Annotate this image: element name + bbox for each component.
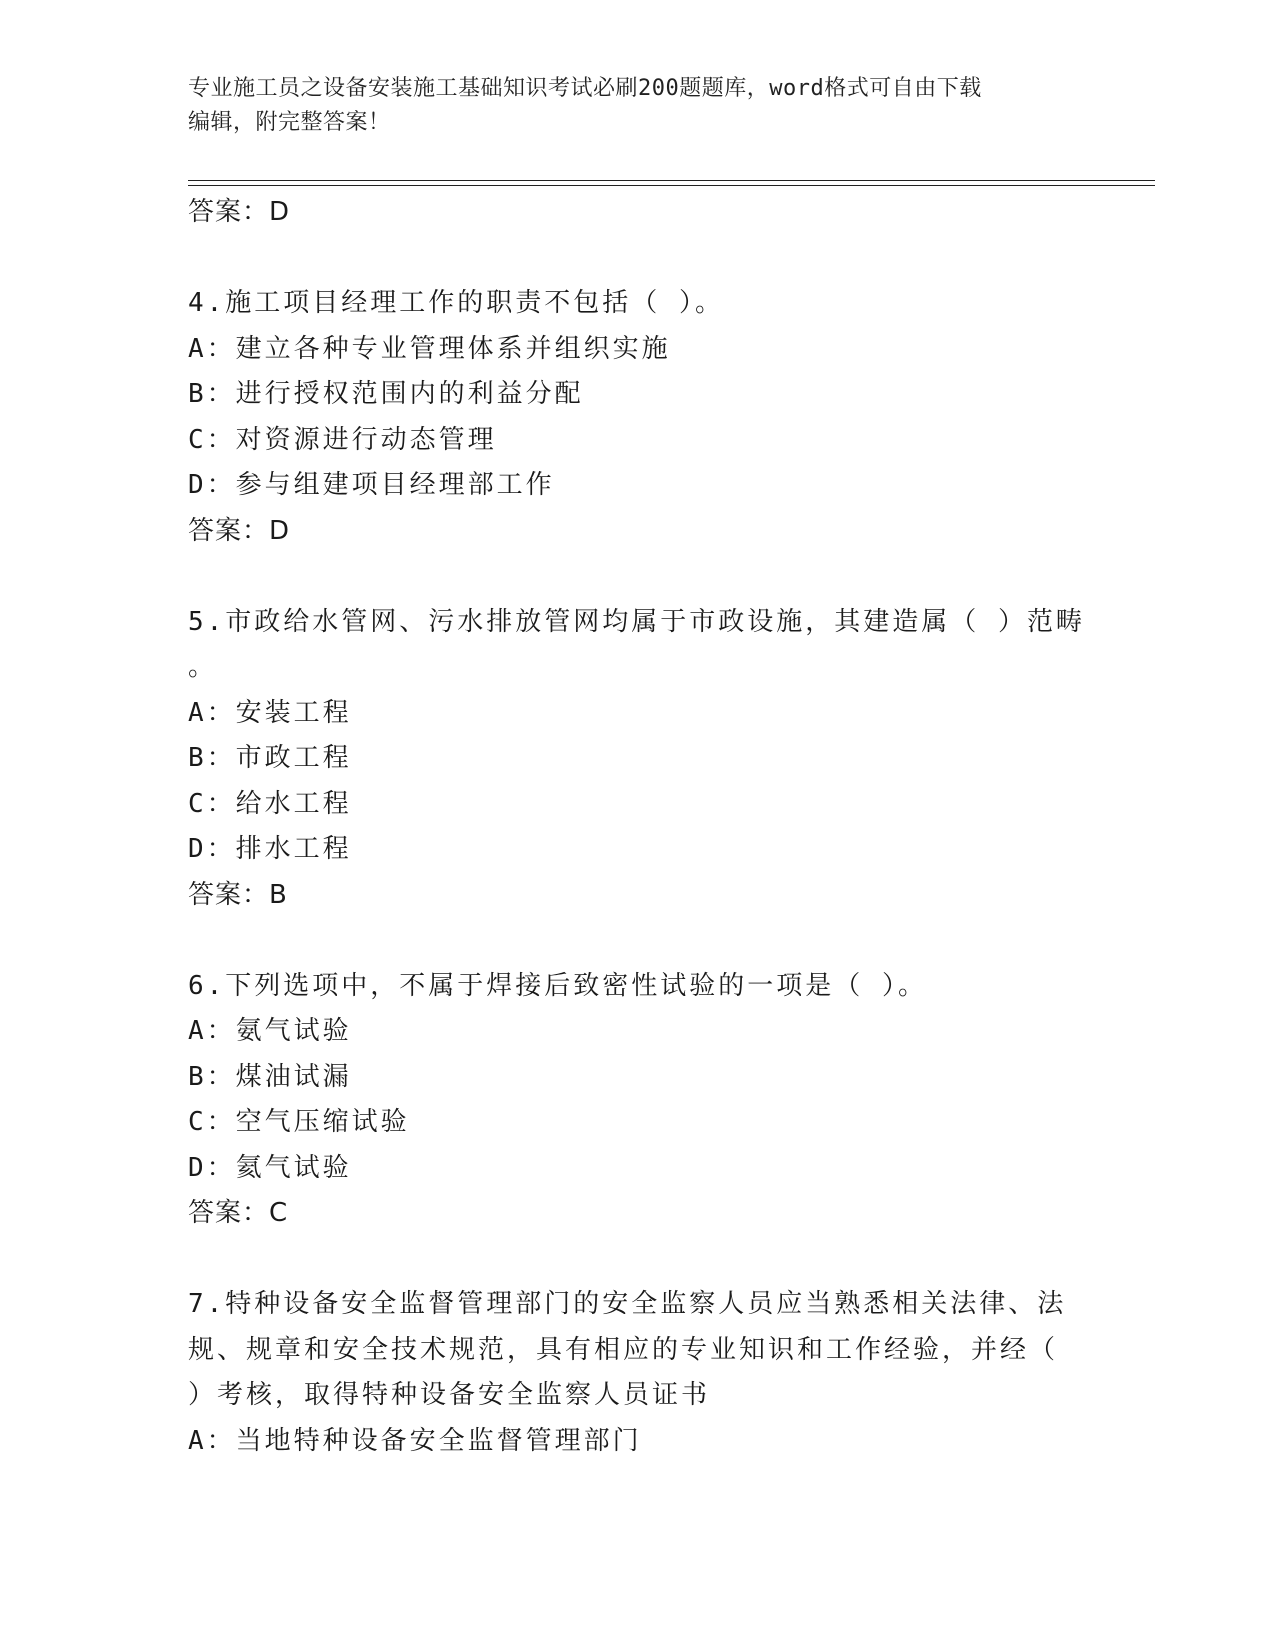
option-d: D：氦气试验 [188,1152,352,1183]
option-a: A：氨气试验 [188,1016,352,1046]
option-d: D：参与组建项目经理部工作 [188,470,555,500]
header-divider-bottom [188,185,1155,186]
header-divider-top [188,180,1155,181]
answer-line: 答案：B [188,879,288,910]
option-c: C：空气压缩试验 [188,1107,410,1137]
question-list [188,190,1088,1464]
spacer [188,554,1088,600]
answer-line: 答案：C [188,1198,289,1228]
header-line-2: 编辑，附完整答案！ [188,110,391,135]
header-line-1: 专业施工员之设备安装施工基础知识考试必刷200题题库，word格式可自由下载 [188,76,982,101]
option-c: C：给水工程 [188,788,352,819]
option-b: B：市政工程 [188,743,352,773]
question-stem: 4.施工项目经理工作的职责不包括（ ）。 [188,288,724,318]
question-stem-continued: 。 [188,652,218,682]
option-b: B：进行授权范围内的利益分配 [188,379,584,409]
option-b: B：煤油试漏 [188,1061,352,1092]
question-stem: 5.市政给水管网、污水排放管网均属于市政设施，其建造属（ ）范畴 [188,606,1085,637]
question-stem-continued: ）考核，取得特种设备安全监察人员证书 [188,1380,711,1410]
spacer [188,918,1088,964]
option-a: A：当地特种设备安全监督管理部门 [188,1425,642,1456]
spacer [188,1237,1088,1283]
spacer [188,236,1088,282]
option-c: C：对资源进行动态管理 [188,424,497,455]
question-stem: 7.特种设备安全监督管理部门的安全监察人员应当熟悉相关法律、法 [188,1289,1067,1319]
option-a: A：建立各种专业管理体系并组织实施 [188,333,671,364]
document-header [188,72,1088,140]
question-stem-continued: 规、规章和安全技术规范，具有相应的专业知识和工作经验，并经（ [188,1334,1059,1365]
option-a: A：安装工程 [188,697,352,728]
option-d: D：排水工程 [188,834,352,864]
question-stem: 6.下列选项中，不属于焊接后致密性试验的一项是（ ）。 [188,970,927,1001]
answer-line: 答案：D [188,197,291,227]
answer-line: 答案：D [188,515,291,546]
